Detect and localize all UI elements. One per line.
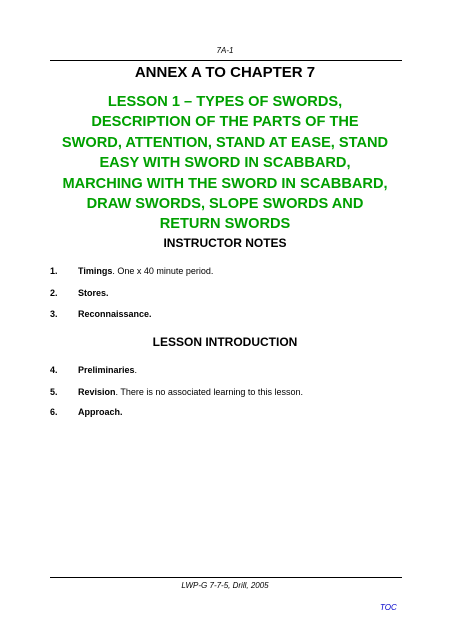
list-item-approach [50, 407, 123, 417]
list-item-preliminaries [50, 365, 137, 375]
item-number: 1. [50, 266, 58, 276]
item-text: . There is no associated learning to this lesson. [115, 387, 303, 397]
list-item-timings [50, 266, 213, 276]
item-term: Stores. [78, 288, 109, 298]
item-number: 5. [50, 387, 58, 397]
item-number: 4. [50, 365, 58, 375]
section-heading-lesson-introduction: LESSON INTRODUCTION [152, 335, 298, 349]
item-text: . One x 40 minute period. [112, 266, 214, 276]
footer-rule [50, 577, 402, 578]
item-term: Timings [78, 266, 113, 276]
header-rule [50, 60, 402, 61]
item-term: Approach. [78, 407, 123, 417]
toc-link[interactable]: TOC [380, 603, 397, 612]
lesson-title: LESSON 1 – TYPES OF SWORDS, DESCRIPTION OF THE PARTS OF THE SWORD, ATTENTION, STAND AT EASE, STAND EASY WITH SWORD IN SCABBARD, MARCHING WITH THE SWORD IN SCABBARD, DRAW SWORDS, SLOPE SWORDS AND RETURN SWORDS [61, 94, 389, 233]
footer-doc-code: LWP-G 7-7-5, Drill, 2005 [181, 581, 269, 590]
item-term: Preliminaries [78, 365, 135, 375]
annex-title: ANNEX A TO CHAPTER 7 [134, 64, 316, 81]
list-item-revision [50, 387, 303, 397]
list-item-reconnaissance [50, 309, 152, 319]
item-number: 6. [50, 407, 58, 417]
item-term: Reconnaissance. [78, 309, 152, 319]
list-item-stores [50, 288, 109, 298]
item-number: 3. [50, 309, 58, 319]
page-header-code: 7A-1 [216, 46, 234, 55]
item-text: . [134, 365, 138, 375]
section-heading-instructor-notes: INSTRUCTOR NOTES [163, 236, 287, 250]
item-term: Revision [78, 387, 116, 397]
item-number: 2. [50, 288, 58, 298]
